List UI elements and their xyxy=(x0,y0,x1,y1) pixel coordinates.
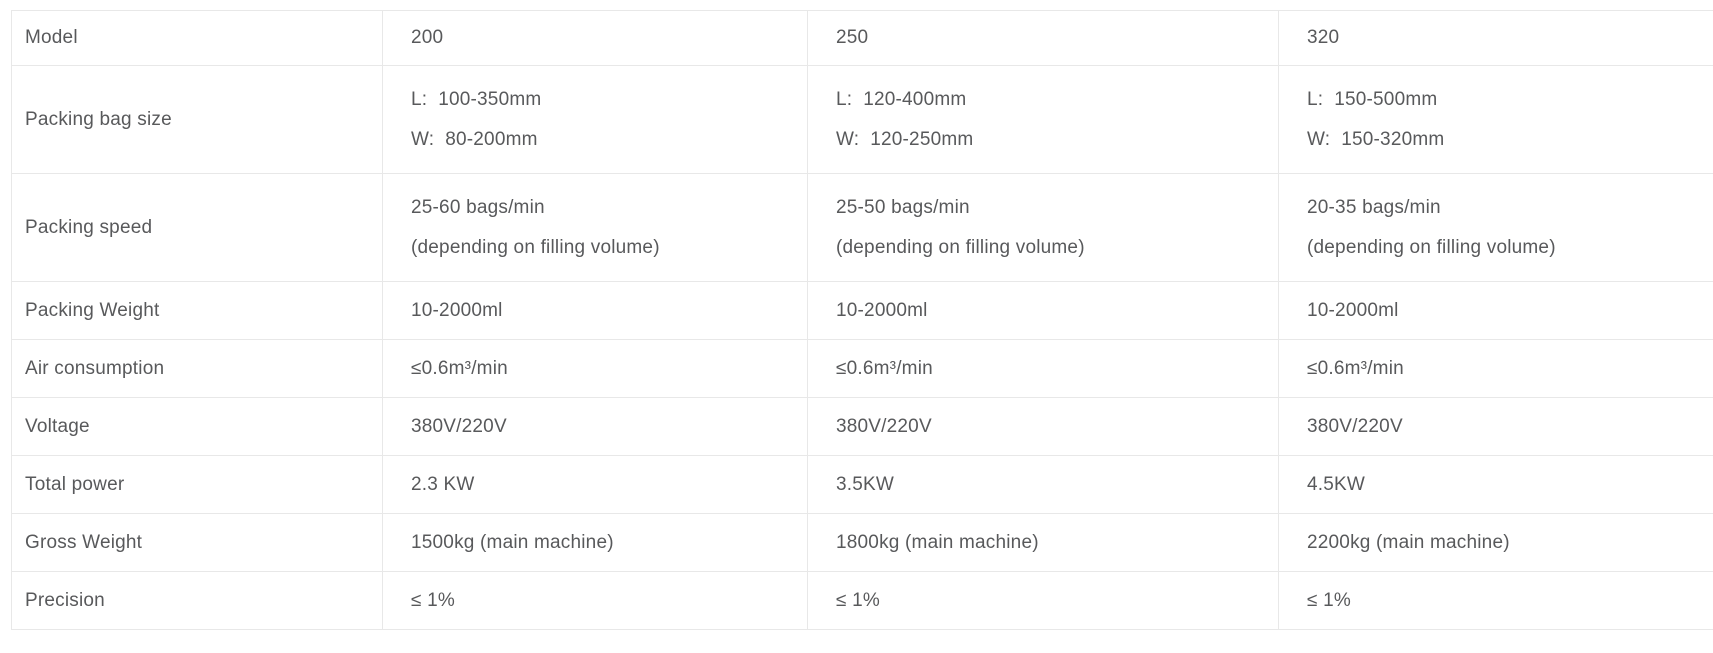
cell-text-line: ≤ 1% xyxy=(1307,589,1351,611)
row-label-packing-weight xyxy=(12,282,383,340)
cell-packing-speed-model-200 xyxy=(383,174,808,282)
row-label-text: Gross Weight xyxy=(25,531,143,553)
cell-air-consumption-model-320 xyxy=(1279,340,1713,398)
cell-precision-model-250 xyxy=(808,572,1279,630)
table-row-packing-speed xyxy=(12,174,1713,282)
cell-air-consumption-model-250 xyxy=(808,340,1279,398)
cell-text-line: 2200kg (main machine) xyxy=(1307,531,1510,553)
cell-text-line: 380V/220V xyxy=(1307,415,1403,437)
cell-text-line: 380V/220V xyxy=(836,415,932,437)
cell-gross-weight-model-320 xyxy=(1279,514,1713,572)
row-label-text: Model xyxy=(25,27,78,48)
cell-air-consumption-model-200 xyxy=(383,340,808,398)
cell-total-power-model-200 xyxy=(383,456,808,514)
cell-text-line: 10-2000ml xyxy=(411,299,503,321)
cell-text-line: 10-2000ml xyxy=(1307,299,1399,321)
cell-precision-model-320 xyxy=(1279,572,1713,630)
row-label-text: Packing bag size xyxy=(25,108,172,130)
table-row-voltage xyxy=(12,398,1713,456)
cell-text-line: W: 150-320mm xyxy=(1307,128,1445,150)
cell-text-line: 380V/220V xyxy=(411,415,507,437)
cell-model-model-250 xyxy=(808,11,1279,66)
cell-text-line: (depending on filling volume) xyxy=(411,236,660,258)
cell-text-line: 320 xyxy=(1307,27,1340,48)
cell-voltage-model-320 xyxy=(1279,398,1713,456)
cell-text-line: ≤ 1% xyxy=(411,589,455,611)
cell-text-line: 200 xyxy=(411,27,444,48)
cell-model-model-320 xyxy=(1279,11,1713,66)
table-row-total-power xyxy=(12,456,1713,514)
row-label-precision xyxy=(12,572,383,630)
cell-packing-weight-model-250 xyxy=(808,282,1279,340)
cell-packing-speed-model-320 xyxy=(1279,174,1713,282)
cell-model-model-200 xyxy=(383,11,808,66)
table-row-packing-bag-size xyxy=(12,66,1713,174)
cell-text-line: ≤0.6m³/min xyxy=(411,357,508,379)
table-row-packing-weight xyxy=(12,282,1713,340)
cell-text-line: 10-2000ml xyxy=(836,299,928,321)
cell-text-line: 25-50 bags/min xyxy=(836,196,970,218)
table-row-air-consumption xyxy=(12,340,1713,398)
cell-text-line: ≤0.6m³/min xyxy=(1307,357,1404,379)
cell-text-line: 3.5KW xyxy=(836,473,895,495)
cell-gross-weight-model-200 xyxy=(383,514,808,572)
table-row-model xyxy=(12,11,1713,66)
cell-packing-bag-size-model-250 xyxy=(808,66,1279,174)
cell-text-line: L: 120-400mm xyxy=(836,88,967,110)
cell-text-line: L: 100-350mm xyxy=(411,88,542,110)
cell-voltage-model-200 xyxy=(383,398,808,456)
cell-text-line: 20-35 bags/min xyxy=(1307,196,1441,218)
row-label-gross-weight xyxy=(12,514,383,572)
cell-precision-model-200 xyxy=(383,572,808,630)
row-label-text: Total power xyxy=(25,473,125,495)
cell-text-line: ≤ 1% xyxy=(836,589,880,611)
cell-total-power-model-320 xyxy=(1279,456,1713,514)
row-label-text: Packing speed xyxy=(25,216,153,238)
cell-text-line: (depending on filling volume) xyxy=(1307,236,1556,258)
cell-packing-bag-size-model-200 xyxy=(383,66,808,174)
row-label-air-consumption xyxy=(12,340,383,398)
row-label-text: Precision xyxy=(25,589,105,611)
cell-packing-bag-size-model-320 xyxy=(1279,66,1713,174)
cell-text-line: 1800kg (main machine) xyxy=(836,531,1039,553)
row-label-packing-bag-size xyxy=(12,66,383,174)
cell-text-line: ≤0.6m³/min xyxy=(836,357,933,379)
row-label-voltage xyxy=(12,398,383,456)
row-label-model xyxy=(12,11,383,66)
table-row-gross-weight xyxy=(12,514,1713,572)
spec-table xyxy=(11,10,1713,630)
cell-voltage-model-250 xyxy=(808,398,1279,456)
cell-packing-weight-model-320 xyxy=(1279,282,1713,340)
row-label-text: Air consumption xyxy=(25,357,165,379)
cell-packing-speed-model-250 xyxy=(808,174,1279,282)
cell-text-line: W: 80-200mm xyxy=(411,128,538,150)
row-label-text: Packing Weight xyxy=(25,299,160,321)
cell-text-line: 1500kg (main machine) xyxy=(411,531,614,553)
row-label-text: Voltage xyxy=(25,415,90,437)
cell-gross-weight-model-250 xyxy=(808,514,1279,572)
row-label-total-power xyxy=(12,456,383,514)
cell-total-power-model-250 xyxy=(808,456,1279,514)
cell-text-line: 2.3 KW xyxy=(411,473,475,495)
cell-packing-weight-model-200 xyxy=(383,282,808,340)
cell-text-line: L: 150-500mm xyxy=(1307,88,1438,110)
cell-text-line: W: 120-250mm xyxy=(836,128,974,150)
table-row-precision xyxy=(12,572,1713,630)
cell-text-line: (depending on filling volume) xyxy=(836,236,1085,258)
cell-text-line: 4.5KW xyxy=(1307,473,1366,495)
cell-text-line: 25-60 bags/min xyxy=(411,196,545,218)
cell-text-line: 250 xyxy=(836,27,869,48)
row-label-packing-speed xyxy=(12,174,383,282)
